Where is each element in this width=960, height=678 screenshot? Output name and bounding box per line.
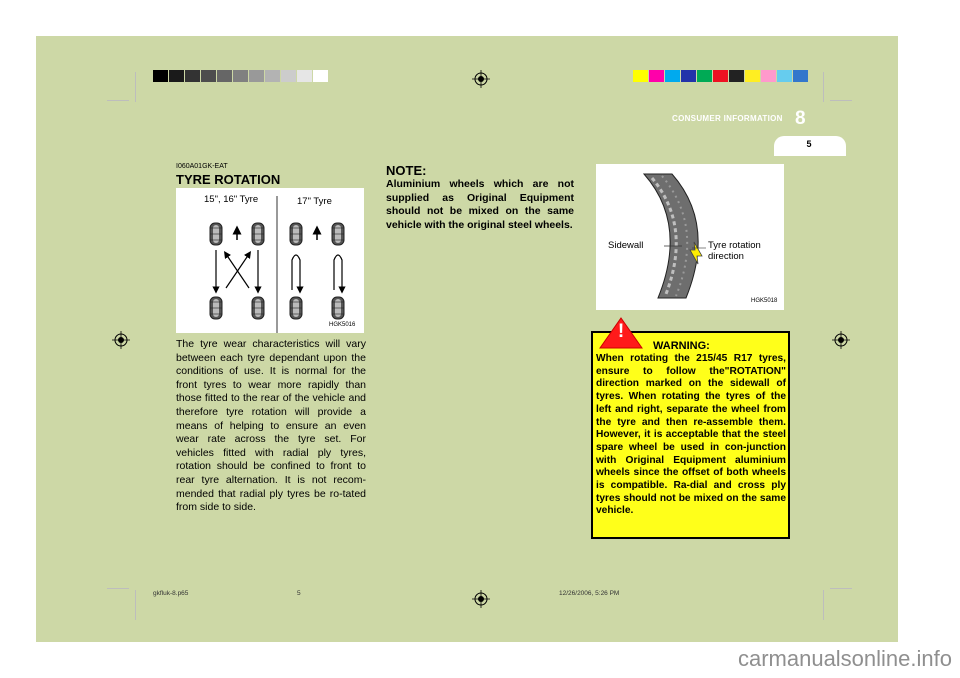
gray-calibration-bar <box>153 70 329 82</box>
page-title: TYRE ROTATION <box>176 172 281 187</box>
gray-swatch <box>185 70 200 82</box>
footer-date: 12/26/2006, 5:26 PM <box>559 590 620 597</box>
color-swatch <box>697 70 712 82</box>
note-body: Aluminium wheels which are not supplied as Original Equipment should not be mixed on the same vehicle with the original steel wheels. <box>386 178 574 231</box>
gray-swatch <box>313 70 328 82</box>
color-swatch <box>713 70 728 82</box>
crop-mark <box>107 588 129 589</box>
registration-mark-icon <box>472 70 490 88</box>
registration-mark-icon <box>112 331 130 349</box>
figure-label-15-16: 15", 16" Tyre <box>204 194 259 205</box>
crop-mark <box>135 72 136 102</box>
warning-exclamation: ! <box>617 321 625 342</box>
tyre-rotation-figure <box>176 188 364 333</box>
crop-mark <box>135 590 136 620</box>
gray-swatch <box>201 70 216 82</box>
gray-swatch <box>169 70 184 82</box>
crop-mark <box>823 72 824 102</box>
crop-mark <box>823 590 824 620</box>
color-swatch <box>649 70 664 82</box>
chapter-number: 8 <box>795 108 806 129</box>
gray-swatch <box>249 70 264 82</box>
gray-swatch <box>153 70 168 82</box>
watermark: carmanualsonline.info <box>737 646 952 671</box>
note-heading: NOTE: <box>386 163 427 178</box>
footer-file: gkfluk-8.p65 <box>153 590 189 597</box>
color-calibration-bar <box>633 70 809 82</box>
color-swatch <box>665 70 680 82</box>
section-code: I060A01GK-EAT <box>176 163 228 170</box>
rotation-direction-label: Tyre rotation direction <box>708 240 761 262</box>
body-text: The tyre wear characteristics will vary between each tyre dependant upon the conditions of use. It is normal for the front tyres to wear more rapidly than those fitted to the rear of the vehicle and therefore tyre rotation will provide a means of helping to ensure an even wear rate across the tyre set. For vehicles fitted with radial ply tyres, rotation should be confined to front to rear tyre alternation. It is not recom-mended that radial ply tyres be ro-tated from side to side. <box>176 338 366 514</box>
registration-mark-icon <box>472 590 490 608</box>
tyre-rotation-diagram <box>176 188 364 333</box>
footer-page: 5 <box>297 590 301 597</box>
color-swatch <box>777 70 792 82</box>
sidewall-figure <box>596 164 784 310</box>
gray-swatch <box>233 70 248 82</box>
color-swatch <box>681 70 696 82</box>
warning-title: WARNING: <box>653 340 710 352</box>
figure-label-17: 17" Tyre <box>297 196 332 207</box>
color-swatch <box>745 70 760 82</box>
crop-mark <box>830 100 852 101</box>
section-title: CONSUMER INFORMATION <box>672 114 783 123</box>
warning-body: When rotating the 215/45 R17 tyres, ensure to follow the"ROTATION" direction marked on the sidewall of tyres. When rotating the tyres of the left and right, separate the wheel from the tyre and then re-assemble them. However, it is acceptable that the steel spare wheel be used in con-junction with Original Equipment aluminium wheels since the offset of both wheels is compatible. Ra-dial and cross ply tyres should not be mixed on the same vehicle. <box>596 353 786 517</box>
color-swatch <box>793 70 808 82</box>
gray-swatch <box>265 70 280 82</box>
crop-mark <box>830 588 852 589</box>
page-number: 5 <box>806 139 812 149</box>
sidewall-label: Sidewall <box>608 240 644 251</box>
color-swatch <box>633 70 648 82</box>
color-swatch <box>729 70 744 82</box>
crop-mark <box>107 100 129 101</box>
figure-code: HGK5016 <box>329 322 356 328</box>
tyre-sidewall-illustration <box>596 164 784 310</box>
gray-swatch <box>297 70 312 82</box>
color-swatch <box>761 70 776 82</box>
gray-swatch <box>281 70 296 82</box>
registration-mark-icon <box>832 331 850 349</box>
figure-code: HGK5018 <box>751 298 778 304</box>
gray-swatch <box>217 70 232 82</box>
